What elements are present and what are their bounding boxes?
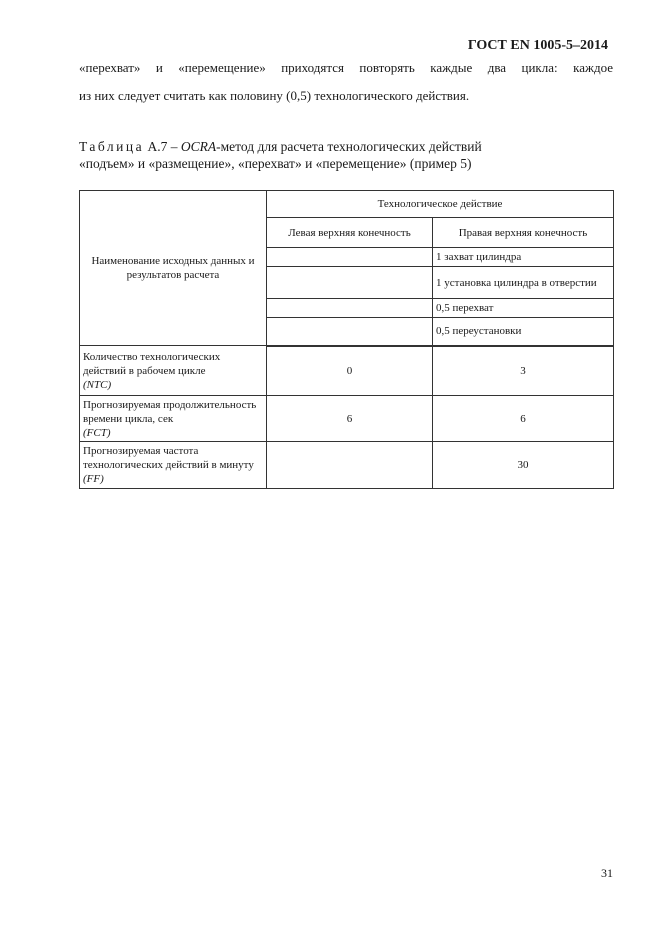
right-action-cell: 0,5 перехват xyxy=(433,299,614,318)
table-caption xyxy=(79,138,619,172)
left-value-cell xyxy=(267,442,433,489)
action-header-cell: Технологическое действие xyxy=(267,191,614,218)
right-value-cell: 30 xyxy=(433,442,614,489)
caption-title: -метод для расчета технологических действий xyxy=(216,139,482,154)
right-action-cell: 0,5 переустановки xyxy=(433,318,614,346)
left-action-cell xyxy=(267,318,433,346)
table-row xyxy=(80,396,614,442)
left-action-cell xyxy=(267,267,433,299)
right-value-cell: 6 xyxy=(433,396,614,442)
left-value-cell: 0 xyxy=(267,346,433,396)
right-value-cell: 3 xyxy=(433,346,614,396)
right-action-cell: 1 установка цилиндра в отверстии xyxy=(433,267,614,299)
body-text-line-1: «перехват» и «перемещение» приходятся повторять каждые два цикла: каждое xyxy=(79,60,613,75)
caption-label: Таблица xyxy=(79,139,145,154)
row-label-cell: Прогнозируемая продолжительность времени цикла, сек (FCT) xyxy=(80,396,267,442)
table-row xyxy=(80,442,614,489)
caption-number: А.7 – xyxy=(147,139,181,154)
param-header-cell: Наименование исходных данных и результатов расчета xyxy=(80,191,267,346)
row-label-cell: Количество технологических действий в рабочем цикле (NTC) xyxy=(80,346,267,396)
left-value-cell: 6 xyxy=(267,396,433,442)
left-action-cell xyxy=(267,299,433,318)
ocra-table xyxy=(79,190,614,489)
caption-ocra: OCRA xyxy=(180,139,217,154)
table-row xyxy=(80,346,614,396)
caption-title-line-2: «подъем» и «размещение», «перехват» и «перемещение» (пример 5) xyxy=(79,156,472,171)
right-limb-header: Правая верхняя конечность xyxy=(433,218,614,248)
left-limb-header: Левая верхняя конечность xyxy=(267,218,433,248)
left-action-cell xyxy=(267,248,433,267)
row-label-cell: Прогнозируемая частота технологических действий в минуту (FF) xyxy=(80,442,267,489)
document-header: ГОСТ EN 1005-5–2014 xyxy=(467,38,608,53)
page-number: 31 xyxy=(601,866,613,880)
right-action-cell: 1 захват цилиндра xyxy=(433,248,614,267)
body-text-line-2: из них следует считать как половину (0,5) технологического действия. xyxy=(79,88,470,103)
